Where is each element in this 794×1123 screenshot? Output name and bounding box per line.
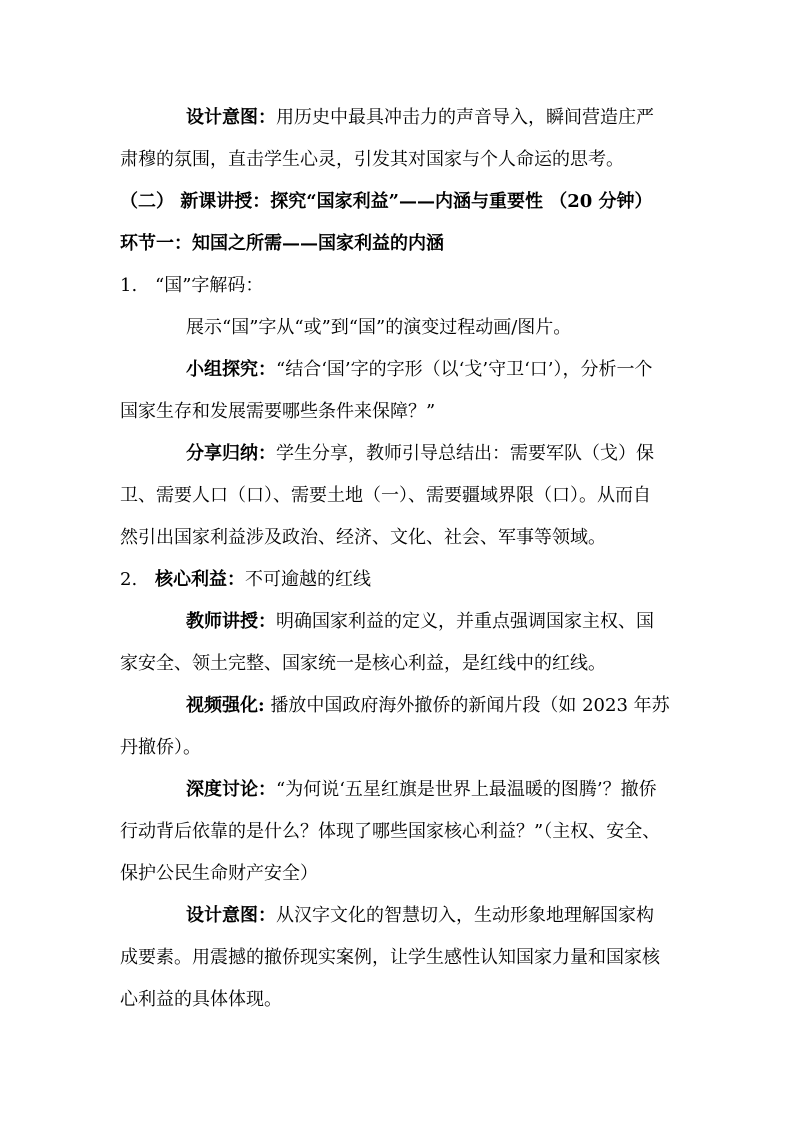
item-two-title-line xyxy=(155,568,371,592)
share-summary-text: 学生分享，教师引导总结出：需要军队（戈）保 xyxy=(276,443,654,464)
group-inquiry-line xyxy=(186,358,653,382)
video-text: 播放中国政府海外撤侨的新闻片段（如 2023 年苏 xyxy=(264,695,670,716)
item-two-title: 核心利益： xyxy=(155,569,245,590)
video-label: 视频强化: xyxy=(186,695,265,716)
teacher-lecture-text-cont: 家安全、领土完整、国家统一是核心利益，是红线中的红线。 xyxy=(120,653,606,674)
design-intent-label: 设计意图： xyxy=(186,107,276,128)
deep-discussion-text-cont-1: 行动背后依靠的是什么？体现了哪些国家核心利益？”（主权、安全、 xyxy=(120,821,661,842)
design-intent-2-label: 设计意图： xyxy=(186,905,276,926)
video-line xyxy=(186,694,670,718)
share-summary-line xyxy=(186,442,654,466)
group-inquiry-text: “结合‘国’字的字形（以‘戈’守卫‘口’），分析一个 xyxy=(276,359,653,380)
design-intent-text-cont: 肃穆的氛围，直击学生心灵，引发其对国家与个人命运的思考。 xyxy=(120,149,624,170)
design-intent-line xyxy=(186,106,654,130)
teacher-lecture-line xyxy=(186,610,654,634)
share-summary-label: 分享归纳： xyxy=(186,443,276,464)
share-summary-text-cont-1: 卫、需要人口（口）、需要土地（一）、需要疆域界限（口）。从而自 xyxy=(120,485,651,506)
design-intent-text: 用历史中最具冲击力的声音导入，瞬间营造庄严 xyxy=(276,107,654,128)
share-summary-text-cont-2: 然引出国家利益涉及政治、经济、文化、社会、军事等领域。 xyxy=(120,527,606,548)
link-one-heading: 环节一：知国之所需——国家利益的内涵 xyxy=(120,233,444,254)
item-one-show-text: 展示“国”字从“或”到“国”的演变过程动画/图片。 xyxy=(186,317,572,338)
item-one-number: 1. xyxy=(120,275,138,296)
deep-discussion-text-cont-2: 保护公民生命财产安全） xyxy=(120,863,318,884)
teacher-lecture-label: 教师讲授： xyxy=(186,611,276,632)
design-intent-2-line xyxy=(186,904,654,928)
item-two-number: 2. xyxy=(120,569,138,590)
item-two-title-rest: 不可逾越的红线 xyxy=(245,569,371,590)
design-intent-2-text-cont-2: 心利益的具体体现。 xyxy=(120,989,282,1010)
deep-discussion-line xyxy=(186,778,657,802)
deep-discussion-text: “为何说‘五星红旗是世界上最温暖的图腾’？撤侨 xyxy=(276,779,657,800)
item-one-title: “国”字解码： xyxy=(155,275,264,296)
video-text-cont: 丹撤侨）。 xyxy=(120,737,201,758)
section-heading: （二） 新课讲授：探究“国家利益”——内涵与重要性 （20 分钟） xyxy=(120,191,653,212)
teacher-lecture-text: 明确国家利益的定义，并重点强调国家主权、国 xyxy=(276,611,654,632)
design-intent-2-text: 从汉字文化的智慧切入，生动形象地理解国家构 xyxy=(276,905,654,926)
deep-discussion-label: 深度讨论： xyxy=(186,779,276,800)
group-inquiry-text-cont: 国家生存和发展需要哪些条件来保障？” xyxy=(120,401,436,422)
design-intent-2-text-cont-1: 成要素。用震撼的撤侨现实案例，让学生感性认知国家力量和国家核 xyxy=(120,947,660,968)
group-inquiry-label: 小组探究： xyxy=(186,359,276,380)
